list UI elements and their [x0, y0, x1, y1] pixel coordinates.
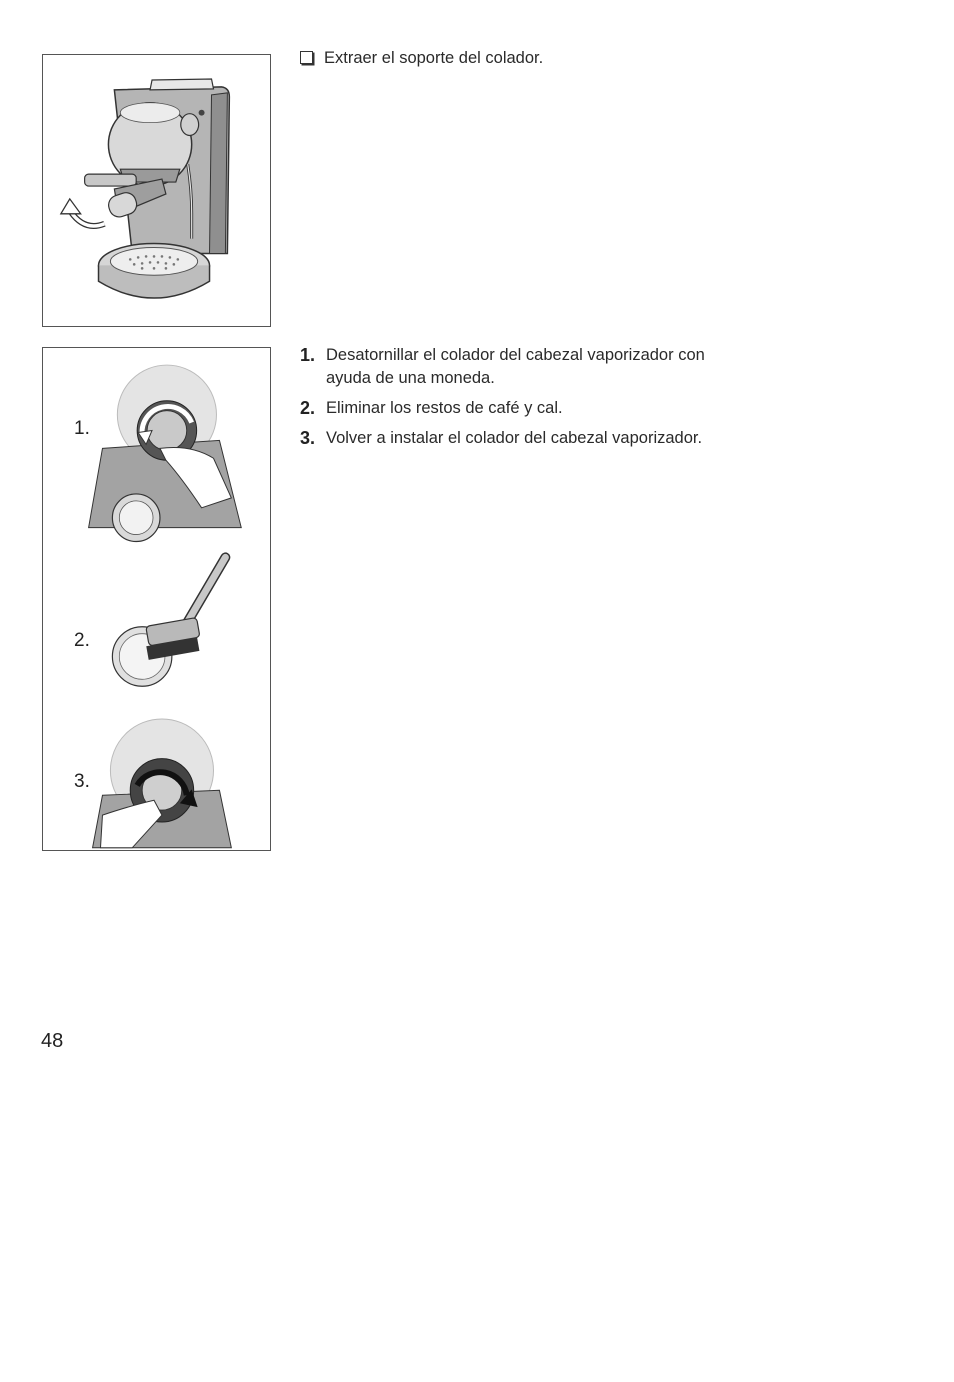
step-text: Desatornillar el colador del cabezal vaporizador con ayuda de una moneda. [326, 346, 705, 387]
page-number: 48 [41, 1030, 64, 1052]
rotate-arrow-icon [61, 199, 105, 226]
brush-sieve-illustration [112, 557, 225, 686]
unscrew-sieve-illustration [89, 365, 242, 541]
step-number: 1. [300, 345, 316, 365]
step-text: Volver a instalar el colador del cabezal vaporizador. [326, 429, 703, 447]
steps-list [300, 344, 820, 457]
figure-label-3: 3. [74, 771, 90, 792]
step-item [300, 427, 820, 450]
step-item [300, 344, 820, 390]
step-item [300, 397, 820, 420]
checkbox-bullet-icon [300, 51, 313, 64]
figure-label-2: 2. [74, 630, 90, 651]
screw-sieve-illustration [93, 719, 232, 848]
intro-text: Extraer el soporte del colador. [324, 49, 544, 67]
step-text: Eliminar los restos de café y cal. [326, 399, 563, 417]
step-number: 2. [300, 398, 316, 418]
coffee-machine-illustration [42, 54, 271, 327]
intro-bullet [300, 47, 543, 70]
figure-label-1: 1. [74, 418, 90, 439]
step-number: 3. [300, 428, 316, 448]
